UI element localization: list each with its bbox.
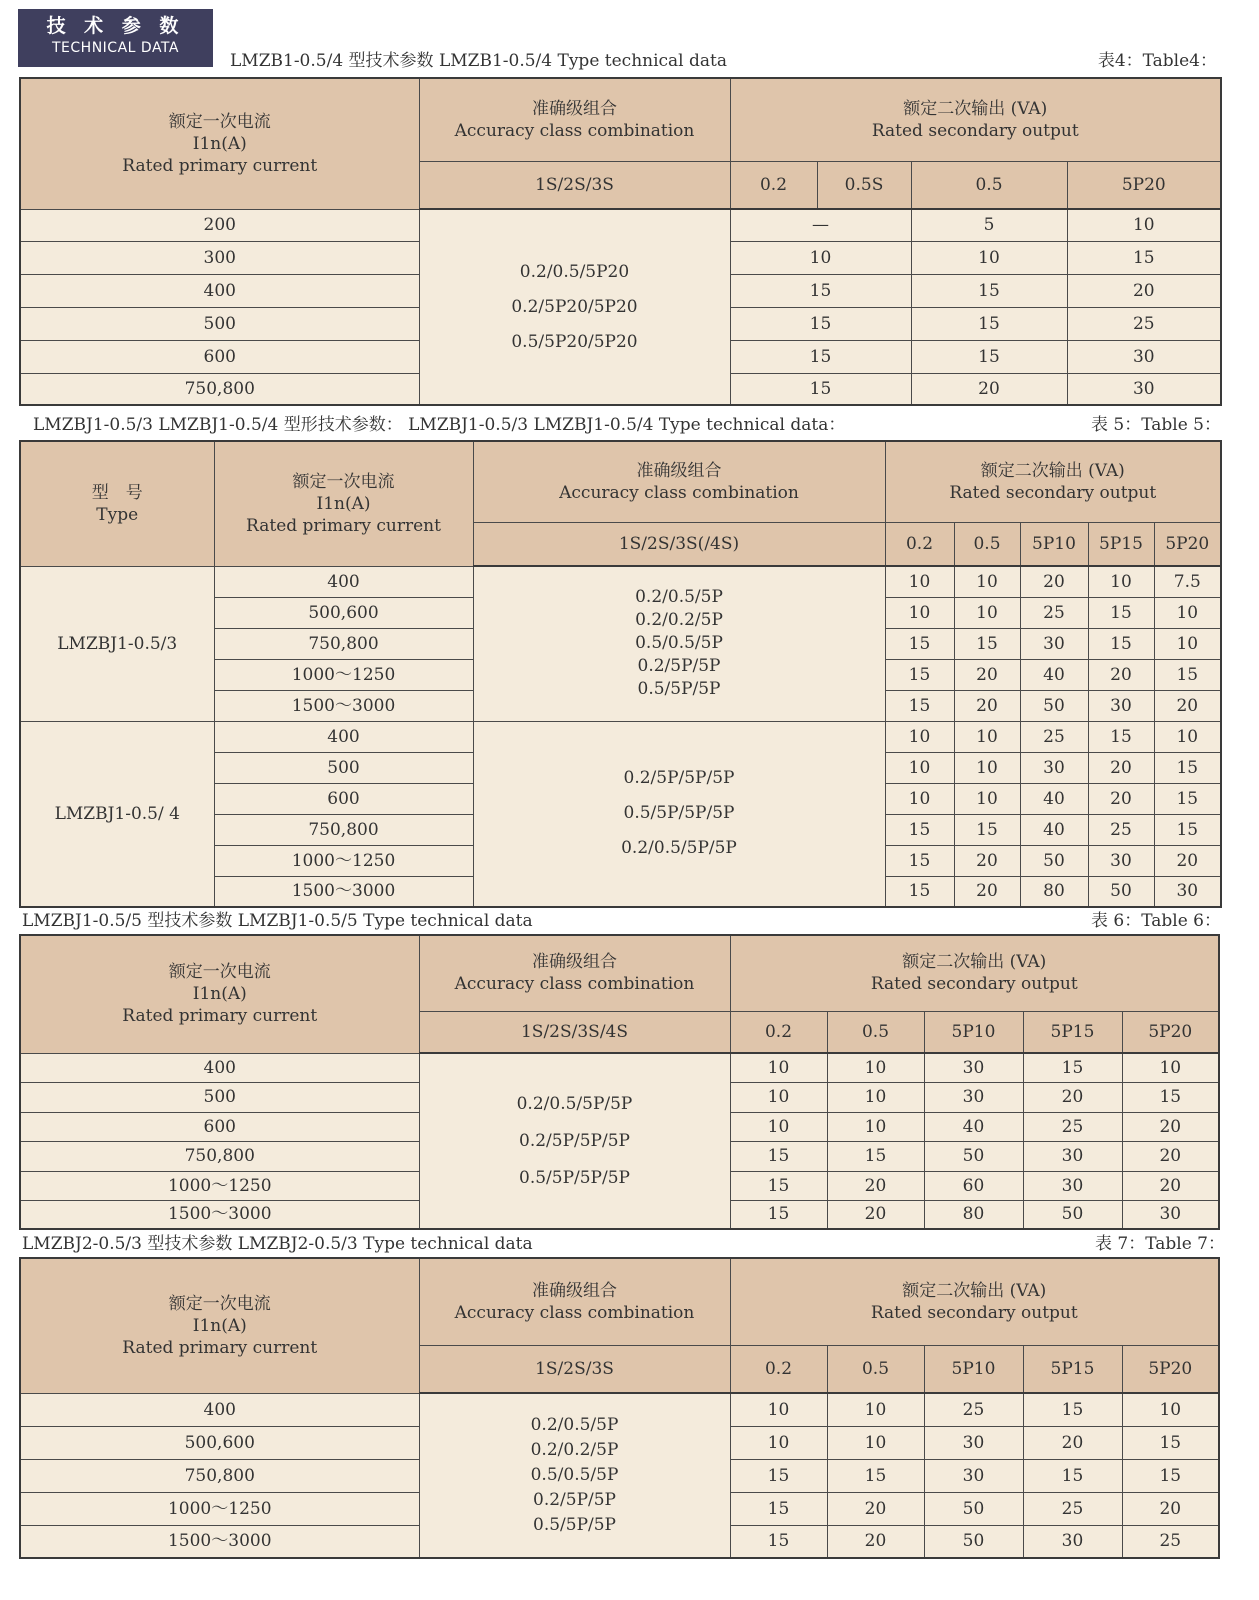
col-header: 5P15 xyxy=(1023,1011,1122,1053)
cell-current: 400 xyxy=(214,721,473,752)
table6-number: 表 6：Table 6： xyxy=(1091,911,1221,931)
cell-current: 500,600 xyxy=(20,1426,419,1459)
cell-value: 20 xyxy=(1154,690,1221,721)
cell-value: 20 xyxy=(827,1171,924,1200)
cell-value: 50 xyxy=(924,1525,1023,1558)
cell-value: 50 xyxy=(924,1492,1023,1525)
cell-current: 1500～3000 xyxy=(214,876,473,907)
cell-current: 750,800 xyxy=(20,373,419,405)
cell-value: 20 xyxy=(827,1525,924,1558)
cell-value: 15 xyxy=(954,814,1020,845)
cell-value: 25 xyxy=(1020,721,1088,752)
cell-value: 5 xyxy=(911,209,1067,241)
cell-accuracy-combos: 0.2/0.5/5P/5P 0.2/5P/5P/5P 0.5/5P/5P/5P xyxy=(419,1053,730,1229)
cell-value: 15 xyxy=(911,274,1067,307)
cell-current: 500 xyxy=(214,752,473,783)
cell-value: 10 xyxy=(827,1426,924,1459)
section-title-zh: 技 术 参 数 xyxy=(46,15,185,37)
cell-value: 80 xyxy=(1020,876,1088,907)
header-class-combination: 1S/2S/3S xyxy=(419,1345,730,1393)
cell-value: 20 xyxy=(1088,783,1154,814)
cell-value: 40 xyxy=(1020,814,1088,845)
cell-value: 15 xyxy=(1088,628,1154,659)
cell-value: 30 xyxy=(1067,340,1221,373)
col-header: 0.2 xyxy=(730,1345,827,1393)
cell-value: 15 xyxy=(730,1492,827,1525)
cell-value: 20 xyxy=(1122,1141,1219,1171)
cell-value: 50 xyxy=(1020,690,1088,721)
cell-current: 1500～3000 xyxy=(20,1525,419,1558)
cell-value: 10 xyxy=(730,1393,827,1426)
cell-value: 25 xyxy=(1067,307,1221,340)
cell-value: 15 xyxy=(730,1171,827,1200)
cell-value: 15 xyxy=(730,274,911,307)
cell-value: 10 xyxy=(954,597,1020,628)
cell-value: 15 xyxy=(730,307,911,340)
col-header: 5P10 xyxy=(924,1345,1023,1393)
cell-value: 15 xyxy=(1122,1426,1219,1459)
header-accuracy-class: 准确级组合 Accuracy class combination xyxy=(473,441,885,522)
cell-value: 30 xyxy=(1067,373,1221,405)
col-header: 0.2 xyxy=(730,1011,827,1053)
cell-value: 20 xyxy=(1122,1112,1219,1141)
table4-caption: LMZB1-0.5/4 型技术参数 LMZB1-0.5/4 Type technical data xyxy=(230,51,728,71)
cell-value: 30 xyxy=(1023,1141,1122,1171)
cell-value: 15 xyxy=(954,628,1020,659)
cell-current: 500 xyxy=(20,307,419,340)
table7-number: 表 7：Table 7： xyxy=(1095,1234,1225,1254)
cell-current: 400 xyxy=(20,1053,419,1082)
cell-value: 15 xyxy=(1154,659,1221,690)
col-header: 5P20 xyxy=(1154,522,1221,566)
cell-accuracy-combos: 0.2/5P/5P/5P 0.5/5P/5P/5P 0.2/0.5/5P/5P xyxy=(473,721,885,907)
cell-value: 30 xyxy=(924,1459,1023,1492)
cell-value: 15 xyxy=(1067,241,1221,274)
cell-value: 10 xyxy=(1122,1393,1219,1426)
cell-value: 15 xyxy=(1088,597,1154,628)
cell-current: 1000～1250 xyxy=(20,1492,419,1525)
cell-value: 10 xyxy=(885,597,954,628)
cell-value: 20 xyxy=(827,1200,924,1229)
cell-value: 10 xyxy=(954,721,1020,752)
header-class-combination: 1S/2S/3S/4S xyxy=(419,1011,730,1053)
cell-value: 10 xyxy=(730,1426,827,1459)
cell-value: 10 xyxy=(827,1053,924,1082)
cell-current: 600 xyxy=(214,783,473,814)
table7-caption: LMZBJ2-0.5/3 型技术参数 LMZBJ2-0.5/3 Type technical data xyxy=(22,1234,533,1254)
cell-value: 20 xyxy=(1020,566,1088,597)
cell-current: 400 xyxy=(20,274,419,307)
header-rated-secondary-output: 额定二次输出 (VA) Rated secondary output xyxy=(885,441,1221,522)
cell-value: 30 xyxy=(924,1053,1023,1082)
cell-value: 15 xyxy=(730,1200,827,1229)
header-rated-primary-current: 额定一次电流 I1n(A) Rated primary current xyxy=(20,1258,419,1393)
cell-value: 10 xyxy=(1088,566,1154,597)
cell-value: 20 xyxy=(1088,752,1154,783)
cell-value: 15 xyxy=(730,1459,827,1492)
cell-current: 400 xyxy=(20,1393,419,1426)
table4-number: 表4：Table4： xyxy=(1097,51,1217,71)
cell-value: 20 xyxy=(954,690,1020,721)
cell-value: 50 xyxy=(924,1141,1023,1171)
cell-value: 30 xyxy=(1023,1525,1122,1558)
cell-value: 25 xyxy=(1020,597,1088,628)
cell-value: 15 xyxy=(1154,783,1221,814)
cell-value: 10 xyxy=(885,752,954,783)
cell-value: 20 xyxy=(911,373,1067,405)
cell-value: 10 xyxy=(885,783,954,814)
cell-current: 750,800 xyxy=(20,1141,419,1171)
cell-value: 15 xyxy=(885,876,954,907)
header-rated-primary-current: 额定一次电流 I1n(A) Rated primary current xyxy=(20,78,419,209)
section-title-en: TECHNICAL DATA xyxy=(52,40,179,56)
cell-value: 15 xyxy=(1023,1393,1122,1426)
header-rated-secondary-output: 额定二次输出 (VA) Rated secondary output xyxy=(730,78,1221,161)
cell-value: 30 xyxy=(1122,1200,1219,1229)
cell-value: 30 xyxy=(1020,752,1088,783)
cell-current: 1000～1250 xyxy=(214,659,473,690)
cell-current: 400 xyxy=(214,566,473,597)
cell-current: 500,600 xyxy=(214,597,473,628)
cell-value: 50 xyxy=(1088,876,1154,907)
header-rated-primary-current: 额定一次电流 I1n(A) Rated primary current xyxy=(214,441,473,566)
col-header: 0.5 xyxy=(954,522,1020,566)
cell-value: 10 xyxy=(827,1112,924,1141)
col-header: 5P15 xyxy=(1023,1345,1122,1393)
cell-value: 60 xyxy=(924,1171,1023,1200)
cell-value: 20 xyxy=(954,845,1020,876)
col-header: 5P20 xyxy=(1122,1011,1219,1053)
header-accuracy-class: 准确级组合 Accuracy class combination xyxy=(419,935,730,1011)
cell-value: 10 xyxy=(730,1053,827,1082)
cell-value: 30 xyxy=(1020,628,1088,659)
cell-value: 15 xyxy=(885,659,954,690)
header-rated-primary-current: 额定一次电流 I1n(A) Rated primary current xyxy=(20,935,419,1053)
cell-value: 15 xyxy=(885,814,954,845)
cell-value: 25 xyxy=(1023,1492,1122,1525)
table5-caption: LMZBJ1-0.5/3 LMZBJ1-0.5/4 型形技术参数： LMZBJ1-0.5/3 LMZBJ1-0.5/4 Type technical data： xyxy=(33,415,846,435)
cell-value: 10 xyxy=(911,241,1067,274)
col-header: 5P20 xyxy=(1067,161,1221,209)
cell-value: 15 xyxy=(885,628,954,659)
cell-value: 25 xyxy=(1023,1112,1122,1141)
cell-accuracy-combos: 0.2/0.5/5P20 0.2/5P20/5P20 0.5/5P20/5P20 xyxy=(419,209,730,405)
col-header: 5P20 xyxy=(1122,1345,1219,1393)
table6 xyxy=(19,934,1220,1230)
cell-value: 15 xyxy=(1154,752,1221,783)
cell-value: 20 xyxy=(1154,845,1221,876)
cell-value: 10 xyxy=(1154,628,1221,659)
cell-value: 15 xyxy=(730,340,911,373)
cell-value: 40 xyxy=(1020,659,1088,690)
cell-value: 10 xyxy=(1067,209,1221,241)
section-badge xyxy=(18,9,213,67)
cell-current: 750,800 xyxy=(214,628,473,659)
header-accuracy-class: 准确级组合 Accuracy class combination xyxy=(419,78,730,161)
cell-value: 20 xyxy=(954,876,1020,907)
cell-value: 40 xyxy=(924,1112,1023,1141)
header-type: 型 号 Type xyxy=(20,441,214,566)
cell-accuracy-combos: 0.2/0.5/5P 0.2/0.2/5P 0.5/0.5/5P 0.2/5P/5P 0.5/5P/5P xyxy=(473,566,885,721)
cell-value: 15 xyxy=(1122,1459,1219,1492)
cell-value: 15 xyxy=(1154,814,1221,845)
header-class-combination: 1S/2S/3S(/4S) xyxy=(473,522,885,566)
cell-value: 50 xyxy=(1023,1200,1122,1229)
cell-current: 600 xyxy=(20,340,419,373)
col-header: 0.5 xyxy=(827,1011,924,1053)
table7 xyxy=(19,1257,1220,1559)
cell-current: 1500～3000 xyxy=(214,690,473,721)
cell-value: 20 xyxy=(1122,1492,1219,1525)
cell-current: 200 xyxy=(20,209,419,241)
cell-value: 30 xyxy=(1023,1171,1122,1200)
cell-value: 10 xyxy=(827,1082,924,1112)
cell-value: 20 xyxy=(1023,1082,1122,1112)
cell-value: 25 xyxy=(1122,1525,1219,1558)
cell-value: 30 xyxy=(924,1082,1023,1112)
cell-value: 15 xyxy=(730,1525,827,1558)
cell-value: 15 xyxy=(730,373,911,405)
header-rated-secondary-output: 额定二次输出 (VA) Rated secondary output xyxy=(730,935,1219,1011)
cell-value: 20 xyxy=(1023,1426,1122,1459)
cell-value: 50 xyxy=(1020,845,1088,876)
col-header: 5P10 xyxy=(1020,522,1088,566)
cell-value: 10 xyxy=(1154,597,1221,628)
cell-value: 15 xyxy=(1122,1082,1219,1112)
col-header: 0.5 xyxy=(827,1345,924,1393)
cell-value: 15 xyxy=(911,340,1067,373)
header-accuracy-class: 准确级组合 Accuracy class combination xyxy=(419,1258,730,1345)
cell-value: 15 xyxy=(1088,721,1154,752)
col-header: 5P10 xyxy=(924,1011,1023,1053)
cell-value: 15 xyxy=(1023,1053,1122,1082)
cell-value: 80 xyxy=(924,1200,1023,1229)
cell-value: 10 xyxy=(730,241,911,274)
cell-current: 750,800 xyxy=(20,1459,419,1492)
table5-number: 表 5：Table 5： xyxy=(1091,415,1221,435)
cell-value: 15 xyxy=(827,1459,924,1492)
cell-current: 1500～3000 xyxy=(20,1200,419,1229)
cell-value: 15 xyxy=(885,845,954,876)
cell-current: 1000～1250 xyxy=(214,845,473,876)
cell-value: — xyxy=(730,209,911,241)
cell-value: 10 xyxy=(954,783,1020,814)
cell-value: 40 xyxy=(1020,783,1088,814)
table6-caption: LMZBJ1-0.5/5 型技术参数 LMZBJ1-0.5/5 Type technical data xyxy=(22,911,533,931)
cell-value: 10 xyxy=(885,721,954,752)
cell-value: 30 xyxy=(924,1426,1023,1459)
cell-current: 300 xyxy=(20,241,419,274)
col-header: 0.2 xyxy=(885,522,954,566)
cell-value: 30 xyxy=(1088,690,1154,721)
cell-value: 15 xyxy=(885,690,954,721)
cell-value: 20 xyxy=(1122,1171,1219,1200)
cell-value: 10 xyxy=(827,1393,924,1426)
cell-value: 20 xyxy=(1088,659,1154,690)
cell-value: 10 xyxy=(885,566,954,597)
cell-value: 25 xyxy=(1088,814,1154,845)
col-header: 0.5 xyxy=(911,161,1067,209)
cell-value: 7.5 xyxy=(1154,566,1221,597)
cell-type: LMZBJ1-0.5/ 4 xyxy=(20,721,214,907)
cell-value: 10 xyxy=(730,1112,827,1141)
cell-value: 15 xyxy=(730,1141,827,1171)
col-header: 5P15 xyxy=(1088,522,1154,566)
cell-value: 20 xyxy=(827,1492,924,1525)
cell-value: 10 xyxy=(730,1082,827,1112)
table5 xyxy=(19,440,1222,908)
cell-accuracy-combos: 0.2/0.5/5P 0.2/0.2/5P 0.5/0.5/5P 0.2/5P/5P 0.5/5P/5P xyxy=(419,1393,730,1558)
cell-value: 10 xyxy=(954,566,1020,597)
cell-current: 600 xyxy=(20,1112,419,1141)
cell-value: 20 xyxy=(1067,274,1221,307)
col-header: 0.2 xyxy=(730,161,817,209)
table4 xyxy=(19,77,1222,406)
cell-value: 15 xyxy=(911,307,1067,340)
header-class-combination: 1S/2S/3S xyxy=(419,161,730,209)
cell-value: 30 xyxy=(1088,845,1154,876)
cell-current: 500 xyxy=(20,1082,419,1112)
cell-value: 30 xyxy=(1154,876,1221,907)
cell-value: 20 xyxy=(954,659,1020,690)
header-rated-secondary-output: 额定二次输出 (VA) Rated secondary output xyxy=(730,1258,1219,1345)
col-header: 0.5S xyxy=(817,161,911,209)
cell-current: 1000～1250 xyxy=(20,1171,419,1200)
cell-current: 750,800 xyxy=(214,814,473,845)
cell-value: 10 xyxy=(1122,1053,1219,1082)
cell-value: 10 xyxy=(954,752,1020,783)
cell-value: 25 xyxy=(924,1393,1023,1426)
cell-value: 15 xyxy=(1023,1459,1122,1492)
cell-value: 15 xyxy=(827,1141,924,1171)
cell-type: LMZBJ1-0.5/3 xyxy=(20,566,214,721)
cell-value: 10 xyxy=(1154,721,1221,752)
